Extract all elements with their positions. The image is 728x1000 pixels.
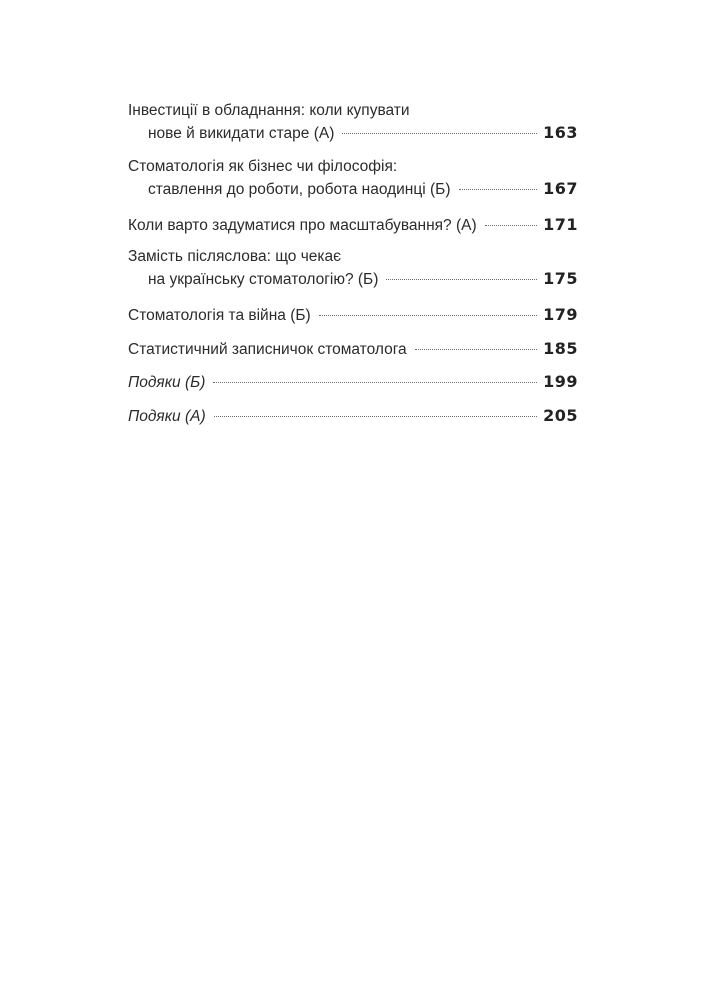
toc-entry-business	[128, 156, 578, 201]
toc-entry-war	[128, 304, 578, 327]
toc-entry-title-line2: на українську стоматологію? (Б)	[148, 271, 379, 288]
toc-entry-row	[128, 122, 578, 145]
toc-entry-title-line2: ставлення до роботи, робота наодинці (Б)	[148, 181, 451, 198]
toc-entry-equipment	[128, 100, 578, 145]
toc-entry-title-line1: Замість післяслова: що чекає	[128, 248, 342, 265]
toc-entry-title-line1: Стоматологія як бізнес чи філософія:	[128, 158, 398, 175]
toc-page-number: 163	[543, 123, 578, 142]
dot-leader	[386, 279, 537, 280]
toc-entry-row	[128, 214, 578, 237]
dot-leader	[319, 315, 537, 316]
toc-entry-afterword	[128, 246, 578, 291]
toc-entry-row	[128, 304, 578, 327]
toc-entry-title-line2: нове й викидати старе (А)	[148, 125, 335, 142]
toc-entry-row	[128, 405, 578, 428]
toc-entry-row	[128, 268, 578, 291]
toc-page-number: 179	[543, 305, 578, 324]
toc-entry-title: Подяки (А)	[128, 408, 206, 425]
dot-leader	[485, 225, 537, 226]
dot-leader	[214, 416, 537, 417]
toc-page-number: 205	[543, 406, 578, 425]
toc-page-number: 175	[543, 269, 578, 288]
toc-entry-scaling	[128, 214, 578, 237]
toc-entry-title-line1: Інвестиції в обладнання: коли купувати	[128, 102, 410, 119]
toc-entry-notebook	[128, 338, 578, 361]
toc-entry-title: Стоматологія та війна (Б)	[128, 307, 311, 324]
toc-entry-title: Коли варто задуматися про масштабування? (А)	[128, 217, 477, 234]
toc-entry-title: Подяки (Б)	[128, 374, 206, 391]
dot-leader	[459, 189, 538, 190]
dot-leader	[213, 382, 537, 383]
toc-entry-row	[128, 178, 578, 201]
toc-page-number: 185	[543, 339, 578, 358]
toc-page-number: 167	[543, 179, 578, 198]
toc-entry-row	[128, 371, 578, 394]
toc-page-number: 199	[543, 372, 578, 391]
toc-entry-thanks-a	[128, 405, 578, 428]
dot-leader	[415, 349, 537, 350]
toc-entry-row	[128, 338, 578, 361]
toc-page-number: 171	[543, 215, 578, 234]
toc-entry-thanks-b	[128, 371, 578, 394]
dot-leader	[342, 133, 537, 134]
toc-entry-title: Статистичний записничок стоматолога	[128, 341, 407, 358]
